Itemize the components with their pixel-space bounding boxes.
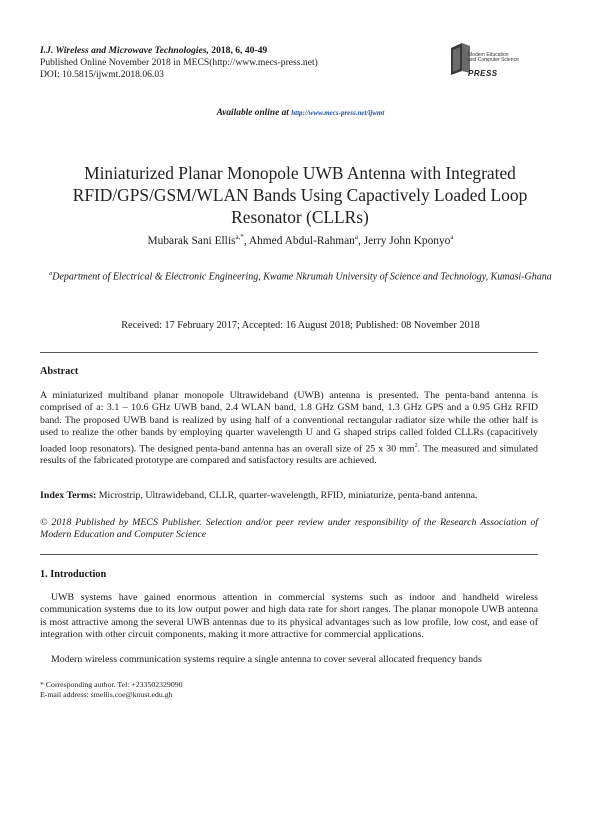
affiliation (40, 268, 561, 284)
logo-text (468, 53, 519, 64)
author-mark: a (450, 233, 454, 241)
availability (0, 108, 601, 118)
affiliation-mark: a (49, 271, 53, 277)
author-list (0, 233, 601, 247)
footnote-email: E-mail address: smellis.coe@knust.edu.gh (40, 690, 173, 699)
paper-title: Miniaturized Planar Monopole UWB Antenna with Integrated RFID/GPS/GSM/WLAN Bands Using Capactively Loaded Loop Resonator (CLLRs) (72, 163, 528, 227)
journal-url-link[interactable]: http://www.mecs-press.net/ijwmt (291, 109, 385, 117)
journal-citation (40, 45, 267, 57)
copyright-notice: © 2018 Published by MECS Publisher. Selection and/or peer review under responsibility of the Research Association of Modern Education and Computer Science (40, 517, 538, 541)
author-separator: , (357, 234, 364, 247)
affiliation-text: Department of Electrical & Electronic Engineering, Kwame Nkrumah University of Science and Technology, Kumasi-Ghana (52, 271, 552, 283)
abstract-heading: Abstract (40, 366, 79, 377)
abstract-body: A miniaturized multiband planar monopole Ultrawideband (UWB) antenna is presented. The penta-band antenna is comprised of a: 3.1 – 10.6 GHz UWB band, 2.4 WLAN band, 1.8 GHz GSM band, 1.3 GHz GPS and a 0.95 GHz RFID band. The proposed UWB band is realized by using half of a conventional rectangular radiator size while the other half is used to realize the other bands by employing quarter wavelength U and G shaped strips called folded CLLRs (capacitively loaded loop resonators). The designed penta-band antenna has an overall size of 25 x 30 mm (40, 390, 538, 454)
journal-issue: 2018, 6, 40-49 (208, 45, 268, 56)
abstract-text (40, 390, 538, 468)
publisher-logo (448, 40, 558, 88)
journal-name: I.J. Wireless and Microwave Technologies, (40, 45, 209, 56)
index-terms-label: Index Terms: (40, 490, 97, 501)
author-name: Ahmed Abdul-Rahman (248, 234, 355, 247)
author-name: Jerry John Kponyo (363, 234, 451, 247)
author-mark: a,* (235, 233, 244, 241)
introduction-paragraph: UWB systems have gained enormous attention in commercial systems such as indoor and handheld wireless communication systems due to its low output power and high data rate for short ranges. The planar monopole UWB antenna is most attractive among the several UWB antennas due to its physical advantages such as low profile, low cost, and ease of integration with other circuit components, making it more attractive for commercial applications. (40, 592, 538, 641)
logo-press: PRESS (468, 69, 498, 78)
introduction-paragraph: Modern wireless communication systems require a single antenna to cover several allocated frequency bands (51, 654, 482, 665)
doi: DOI: 10.5815/ijwmt.2018.06.03 (40, 69, 164, 80)
abstract-superscript: 2 (414, 442, 418, 449)
publication-dates: Received: 17 February 2017; Accepted: 16 August 2018; Published: 08 November 2018 (121, 320, 480, 331)
availability-label: Available online at (216, 108, 292, 118)
author-separator: , (243, 234, 249, 247)
introduction-heading: 1. Introduction (40, 569, 107, 580)
index-terms (40, 490, 538, 502)
logo-line-1: Modern Education (468, 52, 509, 58)
abstract-body-end: . The measured and simulated results of the fabricated prototype are compared and satisfactory results are achieved. (40, 442, 538, 467)
footnote-corresponding: * Corresponding author. Tel: +233502329090 (40, 680, 183, 689)
author-name: Mubarak Sani Ellis (147, 234, 236, 247)
logo-line-2: and Computer Science (468, 57, 519, 64)
author-mark: a (354, 233, 358, 241)
published-online: Published Online November 2018 in MECS(http://www.mecs-press.net) (40, 57, 318, 68)
index-terms-text: Microstrip, Ultrawideband, CLLR, quarter-wavelength, RFID, miniaturize, penta-band antenna. (96, 490, 478, 501)
divider (40, 554, 538, 555)
divider (40, 352, 538, 353)
